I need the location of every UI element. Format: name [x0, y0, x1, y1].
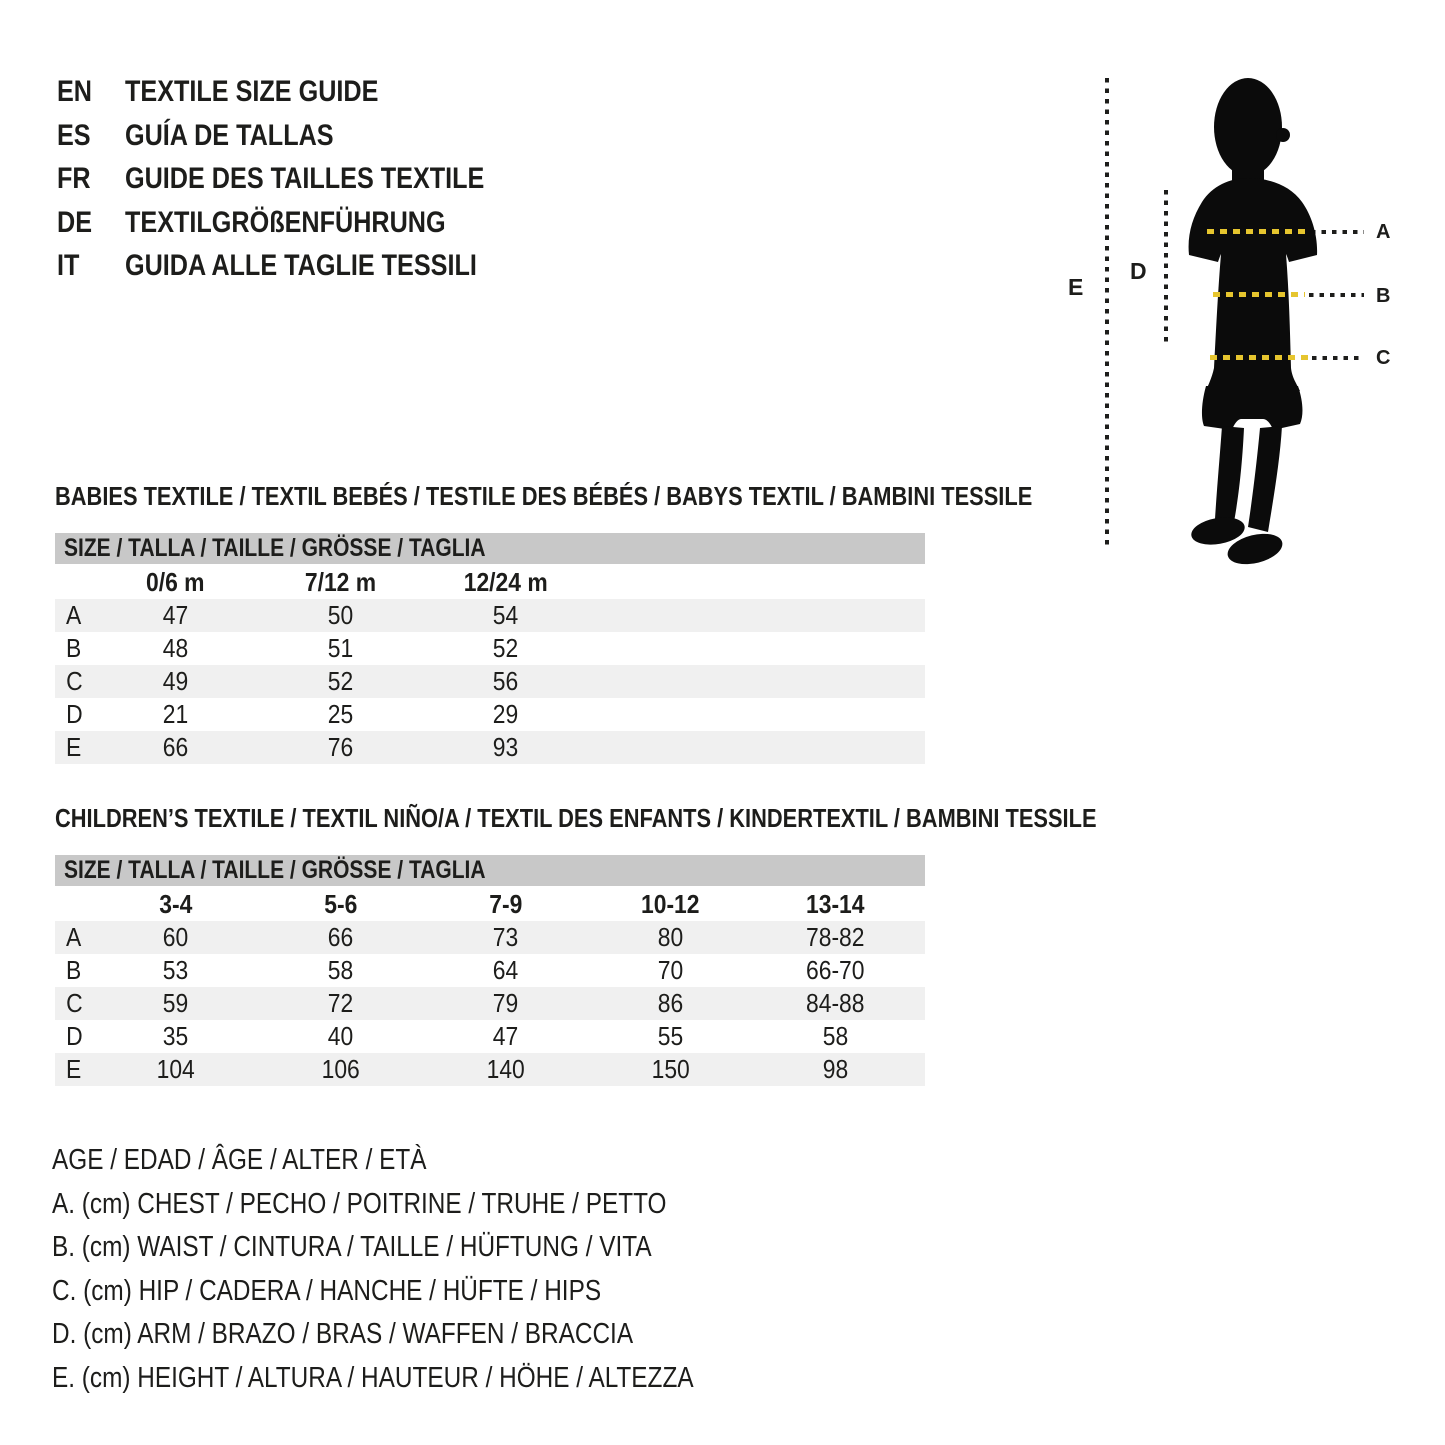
legend-age-line: AGE / EDAD / ÂGE / ALTER / ETÀ [52, 1144, 427, 1176]
title-line-it [57, 244, 553, 288]
children-row-D: D 35 40 47 55 58 [55, 1020, 925, 1053]
babies-row-D: D 21 25 29 [55, 698, 925, 731]
title-line-es [57, 114, 553, 158]
babies-section-title: BABIES TEXTILE / TEXTIL BEBÉS / TESTILE DES BÉBÉS / BABYS TEXTIL / BAMBINI TESSILE [55, 481, 1033, 511]
children-row-B: B 53 58 64 70 66-70 [55, 954, 925, 987]
babies-col-0-6m: 0/6 m [146, 566, 205, 597]
figure-label-D: D [1130, 258, 1147, 284]
row-label: D [66, 1021, 83, 1051]
babies-col-7-12m: 7/12 m [304, 566, 377, 597]
lang-code-en: EN [57, 75, 93, 108]
legend-hip-line: C. (cm) HIP / CADERA / HANCHE / HÜFTE / HIPS [52, 1274, 602, 1307]
row-label: C [66, 666, 83, 696]
title-line-en [57, 70, 553, 114]
measurement-legend [52, 1139, 816, 1401]
children-col-7-9: 7-9 [488, 888, 523, 919]
lang-code-es: ES [57, 118, 91, 152]
waist-dash-line [1213, 292, 1305, 297]
row-label: A [66, 600, 82, 630]
arm-measure-line-D [1164, 190, 1168, 342]
lang-code-de: DE [57, 205, 93, 239]
figure-label-C: C [1376, 347, 1391, 369]
children-row-E: E 104 106 140 150 98 [55, 1053, 925, 1086]
children-col-10-12: 10-12 [641, 888, 700, 919]
row-label: B [66, 633, 82, 663]
page-title-es: GUÍA DE TALLAS [125, 118, 334, 152]
height-measure-line-E [1105, 78, 1109, 545]
page-title-fr: GUIDE DES TAILLES TEXTILE [125, 162, 485, 195]
row-label: B [66, 955, 82, 985]
chest-dash-line [1207, 229, 1307, 234]
row-label: D [66, 699, 83, 729]
babies-col-12-24m: 12/24 m [463, 566, 548, 597]
row-label: A [66, 922, 82, 952]
babies-row-A: A 47 50 54 [55, 599, 925, 632]
child-silhouette [1178, 78, 1328, 578]
figure-label-A: A [1376, 221, 1391, 243]
page-title: TEXTILE SIZE GUIDE [125, 75, 379, 108]
lang-code-fr: FR [57, 162, 91, 195]
babies-row-E: E 66 76 93 [55, 731, 925, 764]
legend-arm-line: D. (cm) ARM / BRAZO / BRAS / WAFFEN / BRACCIA [52, 1318, 634, 1351]
figure-label-B: B [1376, 285, 1391, 307]
lang-code-it: IT [57, 249, 80, 282]
title-line-fr [57, 157, 553, 201]
page-title-de: TEXTILGRÖßENFÜHRUNG [125, 205, 446, 239]
figure-label-E: E [1068, 274, 1084, 300]
row-label: E [66, 732, 82, 762]
children-section-title: CHILDREN’S TEXTILE / TEXTIL NIÑO/A / TEXTIL DES ENFANTS / KINDERTEXTIL / BAMBINI TESSILE [55, 803, 1097, 833]
row-label: C [66, 988, 83, 1018]
title-line-de [57, 201, 553, 245]
legend-height-line: E. (cm) HEIGHT / ALTURA / HAUTEUR / HÖHE / ALTEZZA [52, 1361, 694, 1394]
babies-column-header-row [55, 565, 925, 599]
babies-row-B: B 48 51 52 [55, 632, 925, 665]
children-col-3-4: 3-4 [158, 888, 193, 919]
children-size-header-bar: SIZE / TALLA / TAILLE / GRÖSSE / TAGLIA [55, 855, 925, 886]
legend-chest-line: A. (cm) CHEST / PECHO / POITRINE / TRUHE / PETTO [52, 1187, 667, 1220]
language-title-block [57, 70, 553, 288]
row-label: E [66, 1054, 82, 1084]
hip-dash-line [1210, 355, 1308, 360]
children-column-header-row [55, 887, 925, 921]
babies-size-header-bar: SIZE / TALLA / TAILLE / GRÖSSE / TAGLIA [55, 533, 925, 564]
children-row-C: C 59 72 79 86 84-88 [55, 987, 925, 1020]
children-row-A: A 60 66 73 80 78-82 [55, 921, 925, 954]
legend-waist-line: B. (cm) WAIST / CINTURA / TAILLE / HÜFTUNG / VITA [52, 1231, 652, 1264]
page-title-it: GUIDA ALLE TAGLIE TESSILI [125, 249, 477, 282]
children-col-13-14: 13-14 [806, 888, 865, 919]
children-col-5-6: 5-6 [323, 888, 358, 919]
babies-row-C: C 49 52 56 [55, 665, 925, 698]
